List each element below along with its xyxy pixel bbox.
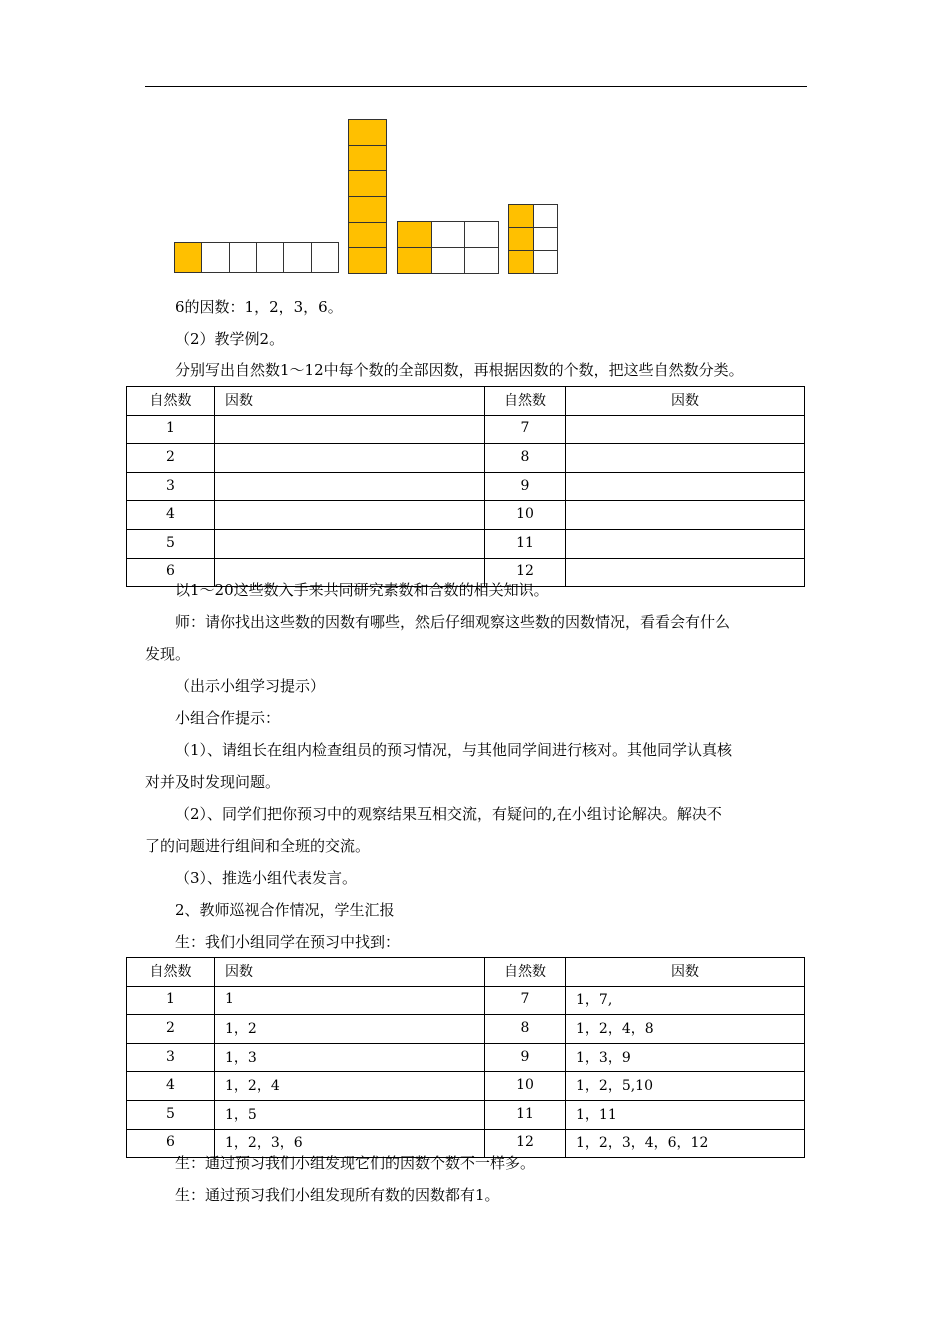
cell: 8 (485, 1015, 566, 1044)
cell: 3 (127, 472, 215, 501)
cell: 9 (485, 1043, 566, 1072)
header-natural-number: 自然数 (485, 958, 566, 987)
cell: 4 (127, 501, 215, 530)
cell (215, 501, 485, 530)
cell: 1，5 (215, 1100, 485, 1129)
teacher-prompt-line2: 发现。 (145, 645, 191, 663)
header-factors: 因数 (215, 387, 485, 416)
factor-table-filled (126, 957, 805, 1158)
tip-1-line1: （1）、请组长在组内检查组员的预习情况，与其他同学间进行核对。其他同学认真核 (175, 741, 733, 759)
header-natural-number: 自然数 (485, 387, 566, 416)
cell: 1，2，3，4，6，12 (566, 1129, 805, 1158)
cell: 1，11 (566, 1100, 805, 1129)
cell: 10 (485, 501, 566, 530)
student-observation-1: 生：通过预习我们小组发现它们的因数个数不一样多。 (175, 1154, 536, 1172)
cell: 5 (127, 1100, 215, 1129)
tip-3: （3）、推选小组代表发言。 (175, 869, 358, 887)
tip-2-line1: （2）、同学们把你预习中的观察结果互相交流，有疑问的,在小组讨论解决。解决不 (175, 805, 722, 823)
cell: 1，2，4，8 (566, 1015, 805, 1044)
cell: 1 (127, 986, 215, 1015)
cell: 7 (485, 986, 566, 1015)
cell: 4 (127, 1072, 215, 1101)
cell: 12 (485, 1129, 566, 1158)
table-row (127, 501, 805, 530)
cell: 6 (127, 558, 215, 587)
cell: 7 (485, 415, 566, 444)
table-row (127, 472, 805, 501)
cell: 8 (485, 444, 566, 473)
table-header (127, 958, 805, 987)
cell: 2 (127, 1015, 215, 1044)
tip-1-line2: 对并及时发现问题。 (145, 773, 281, 791)
cell (566, 501, 805, 530)
cell: 3 (127, 1043, 215, 1072)
table-row (127, 1043, 805, 1072)
cell: 1，2，4 (215, 1072, 485, 1101)
cell (215, 472, 485, 501)
student-found: 生：我们小组同学在预习中找到： (175, 933, 401, 951)
grid-2x3 (397, 221, 499, 274)
grid-3x2 (508, 204, 558, 274)
table-row (127, 444, 805, 473)
cell: 12 (485, 558, 566, 587)
factors-of-6: 6的因数：1，2，3，6。 (175, 298, 343, 316)
cell: 1，2，3，6 (215, 1129, 485, 1158)
cell (566, 472, 805, 501)
cell: 1，7, (566, 986, 805, 1015)
example-2-heading: （2）教学例2。 (175, 330, 285, 348)
cell: 2 (127, 444, 215, 473)
table-row (127, 529, 805, 558)
table-header (127, 387, 805, 416)
cell (566, 415, 805, 444)
cell: 1，3 (215, 1043, 485, 1072)
cell (566, 529, 805, 558)
teacher-prompt-line1: 师：请你找出这些数的因数有哪些，然后仔细观察这些数的因数情况，看看会有什么 (175, 613, 731, 631)
cell (215, 415, 485, 444)
header-factors: 因数 (566, 958, 805, 987)
cell: 6 (127, 1129, 215, 1158)
cell (215, 444, 485, 473)
student-observation-2: 生：通过预习我们小组发现所有数的因数都有1。 (175, 1186, 500, 1204)
header-natural-number: 自然数 (127, 958, 215, 987)
grid-6x1 (348, 119, 387, 274)
cell: 1，2，5,10 (566, 1072, 805, 1101)
cell: 1，2 (215, 1015, 485, 1044)
table-row (127, 1015, 805, 1044)
cell: 11 (485, 529, 566, 558)
cell: 5 (127, 529, 215, 558)
table-row (127, 1100, 805, 1129)
cell: 10 (485, 1072, 566, 1101)
header-natural-number: 自然数 (127, 387, 215, 416)
intro-1-20: 以1～20这些数入手来共同研究素数和合数的相关知识。 (175, 581, 549, 599)
show-tips: （出示小组学习提示） (175, 677, 326, 695)
header-factors: 因数 (215, 958, 485, 987)
step-2: 2、教师巡视合作情况，学生汇报 (175, 901, 395, 919)
tip-2-line2: 了的问题进行组间和全班的交流。 (145, 837, 371, 855)
instruction-text: 分别写出自然数1～12中每个数的全部因数，再根据因数的个数，把这些自然数分类。 (175, 361, 744, 379)
grid-1x6 (174, 242, 339, 273)
cell: 1 (215, 986, 485, 1015)
cell (566, 444, 805, 473)
cell (215, 529, 485, 558)
table-row (127, 1072, 805, 1101)
cell: 1，3，9 (566, 1043, 805, 1072)
cell: 11 (485, 1100, 566, 1129)
cell: 9 (485, 472, 566, 501)
table-row (127, 986, 805, 1015)
table-row (127, 415, 805, 444)
header-factors: 因数 (566, 387, 805, 416)
tips-title: 小组合作提示： (175, 709, 281, 727)
cell: 1 (127, 415, 215, 444)
factor-table-empty (126, 386, 805, 587)
header-rule (145, 86, 807, 87)
